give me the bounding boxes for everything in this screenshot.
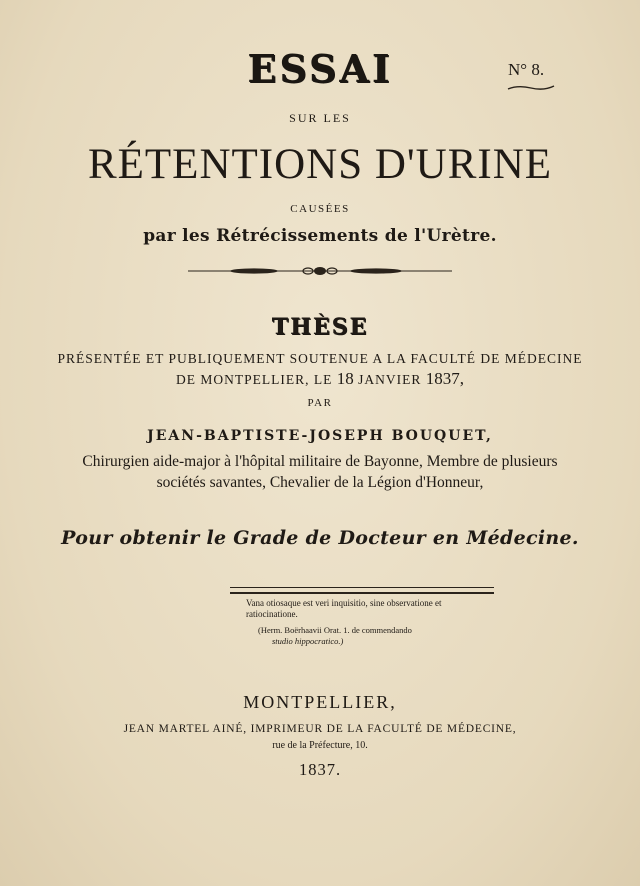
affiliation-line-1: Chirurgien aide-major à l'hôpital militaire de Bayonne, Membre de plusieurs	[82, 453, 558, 470]
presentee-line: PRÉSENTÉE ET PUBLIQUEMENT SOUTENUE A LA FACULTÉ DE MÉDECINE	[57, 351, 583, 366]
date-month: JANVIER	[358, 372, 422, 387]
date-day: 18	[336, 369, 354, 388]
date-year: 1837,	[425, 369, 464, 388]
date-prefix: DE MONTPELLIER, LE	[176, 372, 333, 387]
sur-les: SUR LES	[289, 111, 351, 125]
imprint-city: MONTPELLIER,	[243, 692, 397, 712]
causees: CAUSÉES	[290, 203, 350, 215]
thesis-number: N° 8.	[508, 60, 545, 79]
imprint-printer: JEAN MARTEL AINÉ, IMPRIMEUR DE LA FACULTÉ DE MÉDECINE,	[123, 723, 517, 735]
subtitle: par les Rétrécissements de l'Urètre.	[143, 226, 497, 246]
par-label: PAR	[307, 397, 333, 409]
these-heading: THÈSE	[271, 314, 369, 340]
swash-ornament-icon	[506, 84, 556, 92]
divider-rule-thick	[230, 592, 494, 594]
epigraph-quote: Vana otiosaque est veri inquisitio, sine observatione et ratiocinatione.	[246, 598, 442, 619]
imprint-year: 1837.	[298, 760, 342, 779]
citation-prefix: (Herm. Boërhaavii Orat. 1. de commendando	[258, 625, 412, 635]
purpose-line: Pour obtenir le Grade de Docteur en Médecine.	[61, 527, 579, 549]
divider-rule	[230, 587, 494, 588]
imprint-street: rue de la Préfecture, 10.	[272, 740, 368, 751]
author-name: JEAN-BAPTISTE-JOSEPH BOUQUET,	[147, 428, 493, 444]
divider-ornament-icon	[188, 264, 452, 278]
main-title: RÉTENTIONS D'URINE	[87, 141, 553, 188]
affiliation-line-2: sociétés savantes, Chevalier de la Légion d'Honneur,	[156, 474, 484, 491]
epigraph-citation	[258, 625, 488, 647]
defense-date-line	[0, 369, 640, 389]
citation-italic: studio hippocratico.)	[272, 636, 344, 646]
essai-heading: ESSAI	[247, 46, 393, 91]
